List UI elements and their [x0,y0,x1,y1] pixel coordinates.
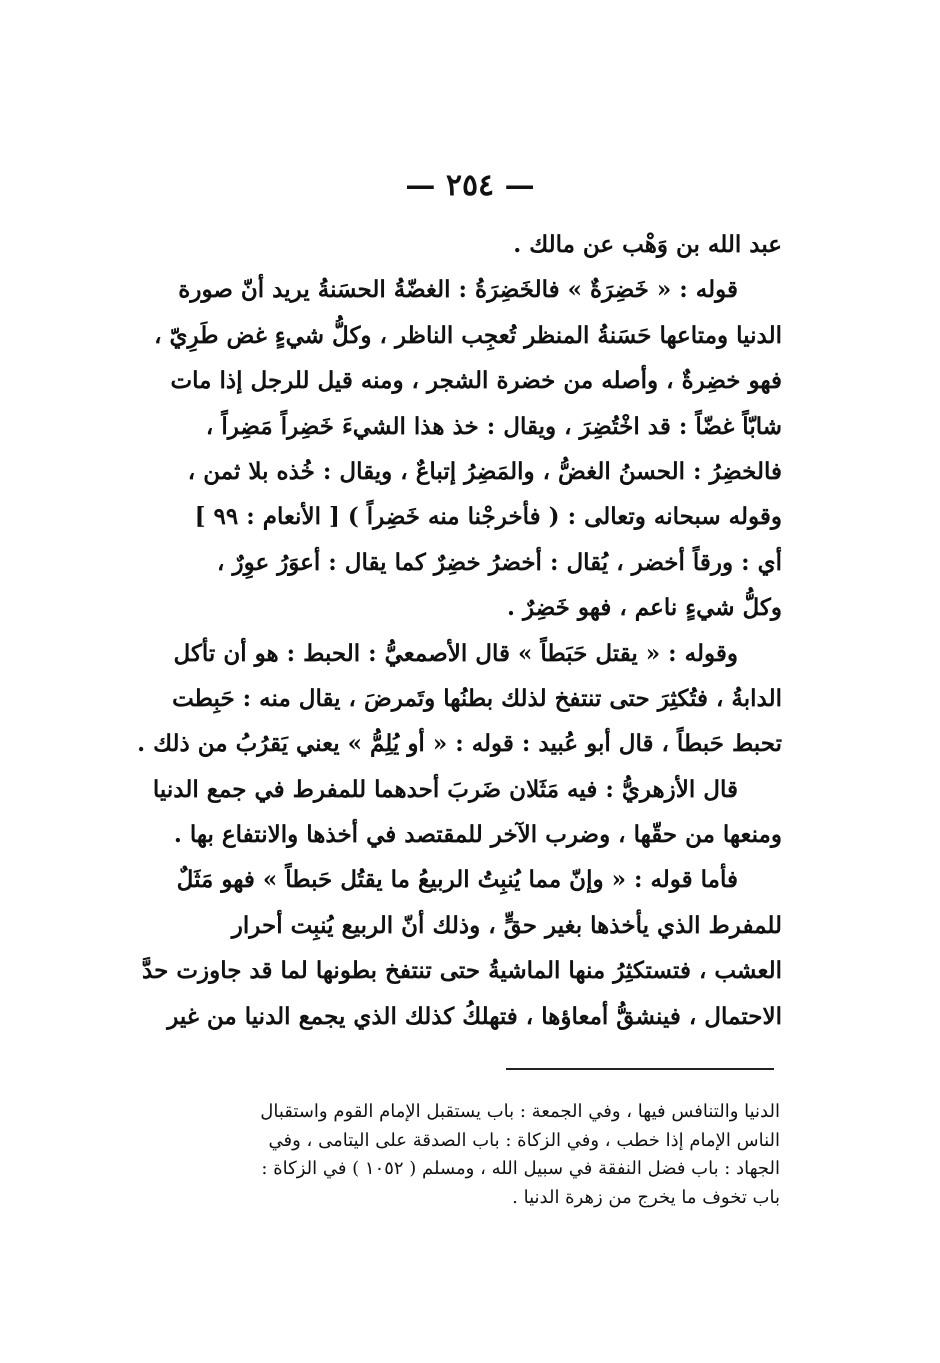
page-number: — ٢٥٤ — [405,168,535,203]
footnote-line: الجهاد : باب فضل النفقة في سبيل الله ، ومسلم ( ١٠٥٢ ) في الزكاة : [261,1158,780,1179]
footnote-line: الناس الإمام إذا خطب ، وفي الزكاة : باب الصدقة على اليتامى ، وفي [268,1129,780,1151]
text-line: الاحتمال ، فينشقُّ أمعاؤها ، فتهلكُ كذلك الذي يجمع الدنيا من غير [167,1002,782,1030]
main-text-block [128,222,782,1039]
text-line: وكلُّ شيءٍ ناعم ، فهو خَضِرٌ . [507,594,782,622]
text-line: أي : ورقاً أخضر ، يُقال : أخضرُ خضِرٌ كما يقال : أعوَرُ عوِرٌ ، [217,548,782,576]
text-line: وقوله : « يقتل حَبَطاً » قال الأصمعيُّ : الحبط : هو أن تأكل [173,639,738,667]
text-line: عبد الله بن وَهْب عن مالك . [513,231,782,258]
text-line: للمفرط الذي يأخذها بغير حقٍّ ، وذلك أنّ الربيع يُنبِت أحرار [231,911,782,939]
footnote-block [134,1098,780,1212]
text-line: الدابةُ ، فتُكثِرَ حتى تنتفخ لذلك بطنُها وتَمرضَ ، يقال منه : حَبِطت [172,684,782,712]
text-line: الدنيا ومتاعها حَسَنةُ المنظر تُعجِب الناظر ، وكلُّ شيءٍ غض طَرِيّ ، [154,321,782,349]
text-line: قوله : « خَضِرَةٌ » فالخَضِرَةُ : الغضّةُ الحسَنةُ يريد أنّ صورة [178,276,738,304]
text-line: فالخضِرُ : الحسنُ الغضُّ ، والمَضِرُ إتباعٌ ، ويقال : خُذه بلا ثمن ، [187,457,782,485]
text-line: فهو خضِرةٌ ، وأصله من خضرة الشجر ، ومنه قيل للرجل إذا مات [170,367,782,395]
footnote-line: باب تخوف ما يخرج من زهرة الدنيا . [512,1186,780,1208]
footnote-line: الدنيا والتنافس فيها ، وفي الجمعة : باب يستقبل الإمام القوم واستقبال [260,1101,780,1122]
text-line: تحبط حَبطاً ، قال أبو عُبيد : قوله : « أو يُلِمُّ » يعني يَقرُبُ من ذلك . [137,730,782,758]
text-line: قال الأزهريُّ : فيه مَثَلان ضَربَ أحدهما للمفرط في جمع الدنيا [152,775,738,803]
text-line: ومنعها من حقّها ، وضرب الآخر للمقتصد في أخذها والانتفاع بها . [173,821,782,849]
footnote-divider [506,1068,774,1070]
text-line: وقوله سبحانه وتعالى : ( فأخرجْنا منه خَضِراً ) [ الأنعام : ٩٩ ] [194,503,782,531]
text-line: شابّاً غضّاً : قد اخْتُضِرَ ، ويقال : خذ هذا الشيءَ خَضِراً مَضِراً ، [205,412,782,440]
text-line: فأما قوله : « وإنّ مما يُنبِتُ الربيعُ ما يقتُل حَبطاً » فهو مَثَلٌ [176,866,738,894]
text-line: العشب ، فتستكثِرُ منها الماشيةُ حتى تنتفخ بطونها لما قد جاوزت حدَّ [142,957,782,985]
